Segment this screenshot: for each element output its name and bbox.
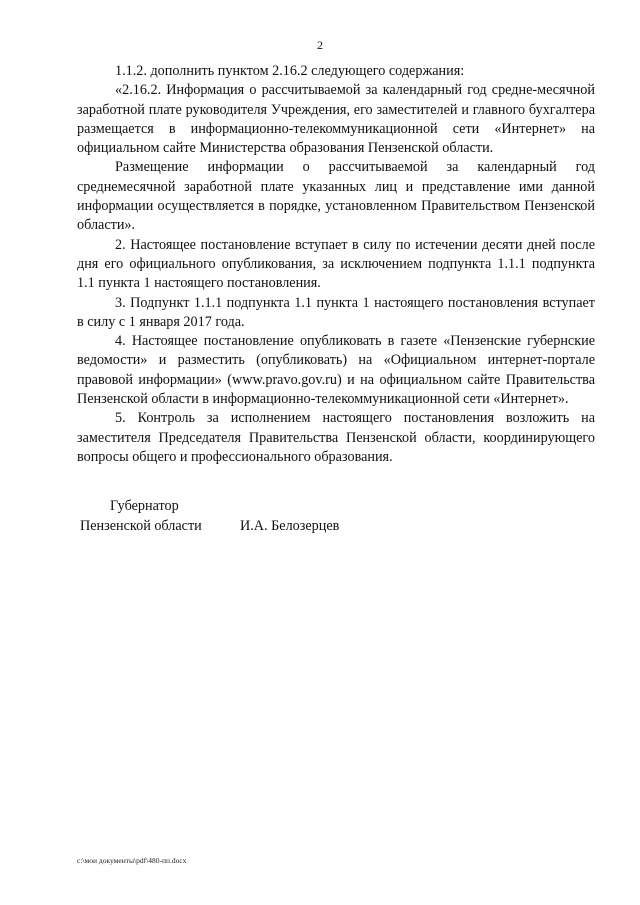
signatory-title: Губернатор — [110, 498, 179, 514]
paragraph-item-4: 4. Настоящее постановление опубликовать в газете «Пензенские губернские ведомости» и разместить (опубликовать) на «Официальном интернет-портале правовой информации» (www.pravo.gov.ru) и на официальном сайте Правительства Пензенской области в информационно-телекоммуникационной сети «Интернет». — [77, 333, 595, 408]
paragraph-1-1-2: 1.1.2. дополнить пунктом 2.16.2 следующего содержания: — [115, 63, 465, 79]
signatory-region: Пензенской области — [80, 518, 202, 534]
page-number: 2 — [317, 38, 323, 52]
signatory-name: И.А. Белозерцев — [240, 518, 340, 534]
paragraph-2-16-2: «2.16.2. Информация о рассчитываемой за календарный год средне-месячной заработной плате руководителя Учреждения, его заместителей и главного бухгалтера размещается в информационно-телекоммуникационной сети «Интернет» на официальном сайте Министерства образования Пензенской области. — [77, 82, 595, 157]
paragraph-item-2: 2. Настоящее постановление вступает в силу по истечении десяти дней после дня его официального опубликования, за исключением подпункта 1.1.1 подпункта 1.1 пункта 1 настоящего постановления. — [77, 236, 595, 292]
signature-block — [80, 496, 500, 536]
file-path-footer: c:\мои документы\pdf\480-пп.docx — [77, 856, 187, 865]
signature-row — [80, 516, 500, 536]
document-body — [77, 62, 595, 467]
paragraph-item-5: 5. Контроль за исполнением настоящего постановления возложить на заместителя Председателя Правительства Пензенской области, координирующего вопросы общего и профессионального образования. — [77, 410, 595, 465]
paragraph-placement: Размещение информации о рассчитываемой за календарный год среднемесячной заработной плате указанных лиц и представление ими данной информации осуществляется в порядке, установленном Правительством Пензенской области». — [77, 159, 595, 234]
paragraph-item-3: 3. Подпункт 1.1.1 подпункта 1.1 пункта 1 настоящего постановления вступает в силу с 1 января 2017 года. — [77, 294, 595, 330]
